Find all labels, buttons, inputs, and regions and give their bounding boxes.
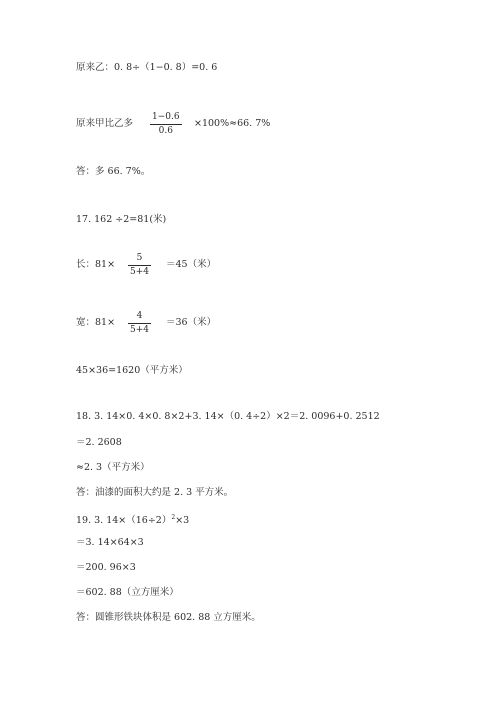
line-problem-19-suffix: ×3 <box>175 515 190 526</box>
line-answer-1: 答：多 66. 7%。 <box>76 166 151 177</box>
line-step-4: ＝200. 96×3 <box>76 562 136 573</box>
fraction-1-numerator: 1−0.6 <box>152 112 180 122</box>
line-step-2: ≈2. 3（平方米） <box>76 462 150 473</box>
fraction-3-numerator: 4 <box>136 311 143 321</box>
line-length-suffix: ＝45（米） <box>166 259 217 270</box>
line-a-more-than-b-suffix: ×100%≈66. 7% <box>194 118 271 129</box>
fraction-2 <box>128 253 151 278</box>
line-area: 45×36=1620（平方米） <box>76 365 188 376</box>
fraction-1 <box>150 112 182 137</box>
line-width-prefix: 宽：81× <box>76 317 116 328</box>
line-length-prefix: 长：81× <box>76 259 116 270</box>
exponent: 2 <box>171 514 176 521</box>
line-problem-19-prefix: 19. 3. 14×（16÷2） <box>76 515 172 526</box>
line-step-1: ＝2. 2608 <box>76 437 122 448</box>
line-original-b: 原来乙：0. 8÷（1−0. 8）=0. 6 <box>76 62 218 73</box>
line-answer-3: 答：圆锥形铁块体积是 602. 88 立方厘米。 <box>76 612 261 623</box>
line-step-3: ＝3. 14×64×3 <box>76 537 144 548</box>
fraction-2-numerator: 5 <box>136 253 143 263</box>
fraction-1-denominator: 0.6 <box>158 126 173 136</box>
fraction-2-bar <box>128 265 151 266</box>
fraction-2-denominator: 5+4 <box>130 267 149 277</box>
line-problem-18: 18. 3. 14×0. 4×0. 8×2+3. 14×（0. 4÷2）×2＝2. 0096+0. 2512 <box>76 411 380 422</box>
line-width-suffix: ＝36（米） <box>166 317 217 328</box>
line-problem-19 <box>76 512 189 527</box>
fraction-3-bar <box>128 323 151 324</box>
line-step-5: ＝602. 88（立方厘米） <box>76 587 179 598</box>
fraction-1-bar <box>150 124 182 125</box>
fraction-3 <box>128 311 151 336</box>
line-a-more-than-b-prefix: 原来甲比乙多 <box>76 118 134 129</box>
fraction-3-denominator: 5+4 <box>130 325 149 335</box>
line-answer-2: 答：油漆的面积大约是 2. 3 平方米。 <box>76 487 234 498</box>
line-problem-17: 17. 162 ÷2=81(米) <box>76 214 167 225</box>
